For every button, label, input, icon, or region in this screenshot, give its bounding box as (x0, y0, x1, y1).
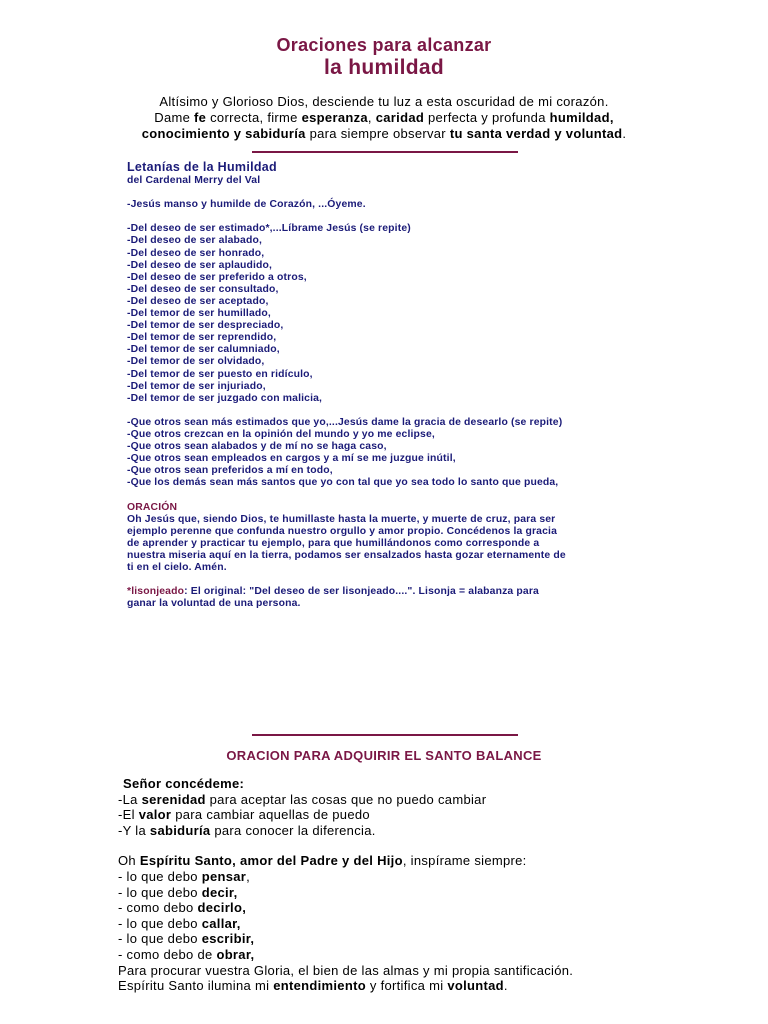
balance-item: -La serenidad para aceptar las cosas que no puedo cambiar (118, 791, 487, 807)
page-title-line1: Oraciones para alcanzar (276, 35, 492, 55)
letanias-title: Letanías de la Humildad (127, 160, 277, 174)
debo-list (118, 869, 678, 963)
litany-line: -Que otros sean empleados en cargos y a mí se me juzgue inútil, (127, 453, 456, 465)
litany-line: -Del deseo de ser estimado*,...Líbrame Jesús (se repite) (127, 223, 411, 235)
litany-line: -Que otros sean más estimados que yo,...Jesús dame la gracia de desearlo (se repite) (127, 416, 563, 428)
footnote-line-2: ganar la voluntad de una persona. (127, 598, 301, 610)
balance-item: -Y la sabiduría para conocer la diferencia. (118, 822, 376, 838)
debo-item: - lo que debo pensar, (118, 868, 251, 884)
final-line-2: Espíritu Santo ilumina mi entendimiento y fortifica mi voluntad. (118, 978, 508, 994)
letanias-subtitle: del Cardenal Merry del Val (127, 175, 261, 186)
litany-line: -Del temor de ser reprendido, (127, 332, 277, 344)
balance-items (118, 792, 678, 839)
oracion-line: ejemplo perenne que confunda nuestro orgullo y amor propio. Concédenos la gracia (127, 525, 557, 537)
footnote: *lisonjeado: El original: "Del deseo de ser lisonjeado....". Lisonja = alabanza para (127, 586, 539, 598)
debo-item: - lo que debo decir, (118, 884, 238, 900)
letanias-opening: -Jesús manso y humilde de Corazón, ...Óyeme. (127, 199, 366, 211)
oracion-heading: ORACIÓN (127, 501, 178, 513)
litany-line: -Del temor de ser humillado, (127, 308, 271, 320)
litany-line: -Del deseo de ser consultado, (127, 283, 279, 295)
litany-line: -Que otros crezcan en la opinión del mundo y yo me eclipse, (127, 428, 435, 440)
divider (252, 734, 518, 736)
litany-line: -Que otros sean preferidos a mí en todo, (127, 465, 333, 477)
divider (252, 151, 518, 153)
debo-item: - lo que debo callar, (118, 915, 241, 931)
balance-section (118, 776, 678, 994)
espiritu-line: Oh Espíritu Santo, amor del Padre y del Hijo, inspírame siempre: (118, 853, 527, 869)
letanias-section (127, 160, 647, 610)
letanias-group2 (127, 417, 647, 490)
oracion-line: de aprender y practicar tu ejemplo, para que humillándonos como corresponde a (127, 537, 540, 549)
balance-title: ORACION PARA ADQUIRIR EL SANTO BALANCE (226, 748, 542, 763)
final-line-1: Para procurar vuestra Gloria, el bien de las almas y mi propia santificación. (118, 962, 574, 978)
balance-intro: Señor concédeme: (123, 776, 245, 791)
litany-line: -Del temor de ser despreciado, (127, 320, 284, 332)
intro-line-2: Dame fe correcta, firme esperanza, caridad perfecta y profunda humildad, (154, 110, 614, 125)
litany-line: -Del temor de ser calumniado, (127, 344, 280, 356)
debo-item: - como debo de obrar, (118, 946, 255, 962)
oracion-line: ti en el cielo. Amén. (127, 562, 227, 573)
litany-line: -Del deseo de ser honrado, (127, 247, 265, 259)
intro-prayer (0, 94, 768, 142)
litany-line: -Que los demás sean más santos que yo con tal que yo sea todo lo santo que pueda, (127, 477, 559, 489)
debo-item: - como debo decirlo, (118, 900, 247, 916)
litany-line: -Del deseo de ser preferido a otros, (127, 271, 307, 283)
litany-line: -Del deseo de ser alabado, (127, 235, 262, 247)
litany-line: -Del temor de ser puesto en ridículo, (127, 368, 313, 380)
oracion-line: nuestra miseria aquí en la tierra, podamos ser ensalzados hasta gozar eternamente de (127, 549, 566, 561)
litany-line: -Del temor de ser juzgado con malicia, (127, 392, 323, 404)
letanias-group1 (127, 223, 647, 404)
intro-line-3: conocimiento y sabiduría para siempre observar tu santa verdad y voluntad. (141, 126, 627, 141)
intro-line-1: Altísimo y Glorioso Dios, desciende tu luz a esta oscuridad de mi corazón. (159, 94, 609, 109)
litany-line: -Del temor de ser olvidado, (127, 356, 265, 368)
litany-line: -Del deseo de ser aceptado, (127, 295, 269, 307)
page-title-line2: la humildad (324, 56, 444, 79)
litany-line: -Que otros sean alabados y de mí no se haga caso, (127, 441, 387, 453)
balance-item: -El valor para cambiar aquellas de puedo (118, 807, 370, 823)
oracion-text (127, 514, 647, 574)
litany-line: -Del temor de ser injuriado, (127, 380, 266, 392)
oracion-line: Oh Jesús que, siendo Dios, te humillaste hasta la muerte, y muerte de cruz, para ser (127, 513, 556, 525)
litany-line: -Del deseo de ser aplaudido, (127, 259, 273, 271)
debo-item: - lo que debo escribir, (118, 931, 255, 947)
